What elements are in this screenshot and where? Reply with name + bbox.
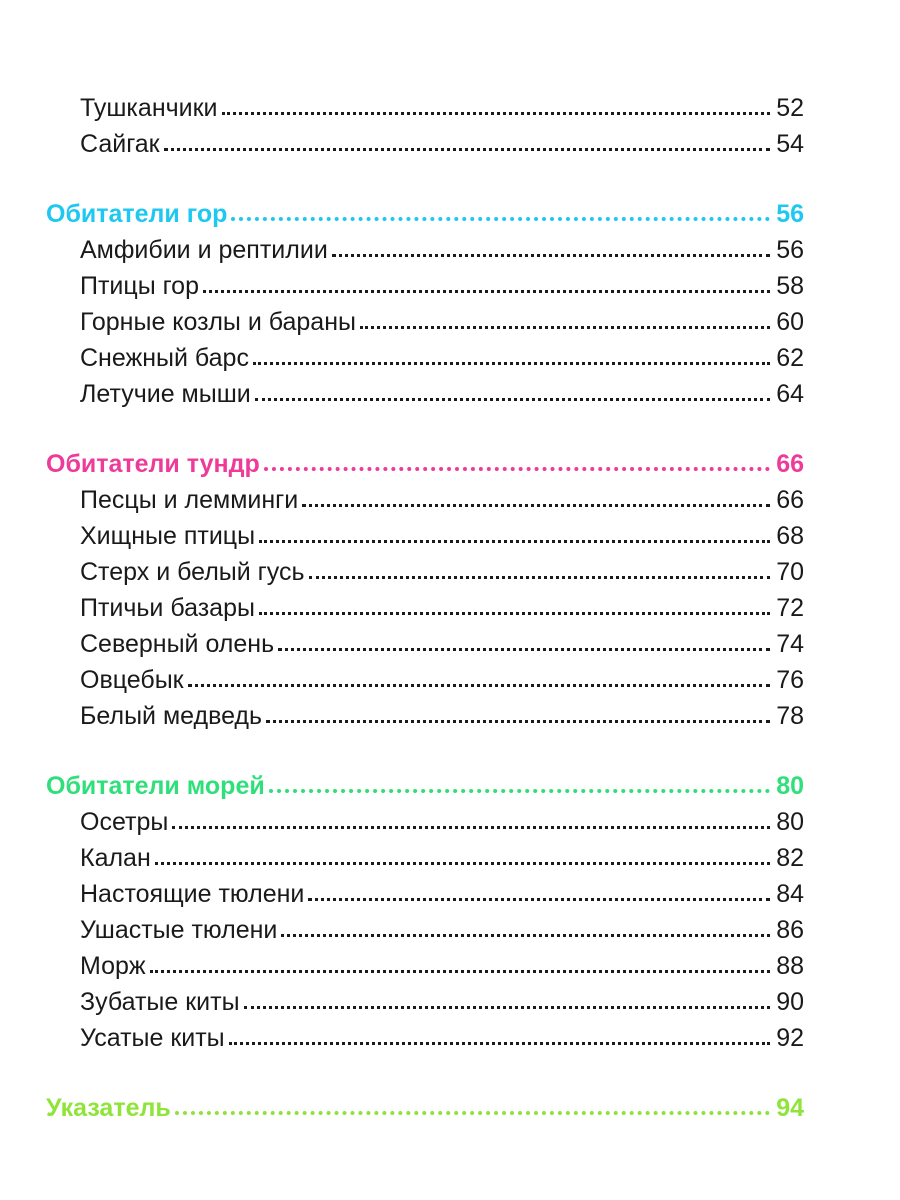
toc-section-page: 94: [776, 1094, 804, 1122]
dot-leader: [222, 112, 770, 115]
toc-entry-title: Калан: [80, 844, 151, 872]
dot-leader: [229, 1042, 770, 1045]
toc-entry-page: 92: [776, 1024, 804, 1052]
toc-section-title: Обитатели морей: [46, 772, 265, 800]
toc-section-mountains[interactable]: [46, 196, 804, 232]
toc-entry-title: Усатые киты: [80, 1024, 225, 1052]
toc-entry-title: Горные козлы и бараны: [80, 308, 356, 336]
toc-entry-title: Песцы и лемминги: [80, 486, 299, 514]
toc-entry[interactable]: [46, 232, 804, 268]
toc-section-page: 66: [776, 450, 804, 478]
dot-leader: [188, 684, 770, 687]
toc-entry-page: 62: [776, 344, 804, 372]
toc-section-page: 56: [776, 200, 804, 228]
toc-entry-page: 54: [776, 130, 804, 158]
toc-entry-page: 68: [776, 522, 804, 550]
toc-entry-page: 88: [776, 952, 804, 980]
dot-leader: [278, 648, 770, 651]
toc-section-title: Указатель: [46, 1094, 171, 1122]
toc-section-page: 80: [776, 772, 804, 800]
toc-entry[interactable]: [46, 840, 804, 876]
toc-entry-title: Тушканчики: [80, 94, 218, 122]
dot-leader: [155, 862, 770, 865]
toc-entry-title: Птицы гор: [80, 272, 199, 300]
dot-leader: [253, 362, 770, 365]
toc-section-title: Обитатели гор: [46, 200, 228, 228]
toc-entry-page: 66: [776, 486, 804, 514]
dot-leader: [332, 254, 770, 257]
toc-entry[interactable]: [46, 518, 804, 554]
toc-entry-title: Птичьи базары: [80, 594, 255, 622]
toc-entry[interactable]: [46, 698, 804, 734]
dot-leader: [360, 326, 770, 329]
toc-entry-page: 52: [776, 94, 804, 122]
dot-leader: [259, 612, 770, 615]
toc-entry-title: Осетры: [80, 808, 169, 836]
toc-entry-title: Настоящие тюлени: [80, 880, 305, 908]
toc-entry-page: 70: [776, 558, 804, 586]
toc-entry[interactable]: [46, 554, 804, 590]
toc-section-seas[interactable]: [46, 768, 804, 804]
toc-entry-title: Летучие мыши: [80, 380, 251, 408]
toc-entry[interactable]: [46, 912, 804, 948]
dot-leader: [302, 504, 770, 507]
dot-leader: [269, 789, 770, 793]
toc-entry[interactable]: [46, 304, 804, 340]
toc-entry[interactable]: [46, 984, 804, 1020]
toc-entry-page: 72: [776, 594, 804, 622]
toc-entry[interactable]: [46, 340, 804, 376]
dot-leader: [164, 148, 770, 151]
toc-entry[interactable]: [46, 1020, 804, 1056]
toc-entry-title: Снежный барс: [80, 344, 249, 372]
dot-leader: [244, 1006, 770, 1009]
toc-entry[interactable]: [46, 662, 804, 698]
toc-entry[interactable]: [46, 626, 804, 662]
toc-entry[interactable]: [46, 482, 804, 518]
toc-entry-title: Стерх и белый гусь: [80, 558, 305, 586]
toc-entry[interactable]: [46, 590, 804, 626]
dot-leader: [203, 290, 770, 293]
toc-entry[interactable]: [46, 948, 804, 984]
toc-entry-title: Сайгак: [80, 130, 160, 158]
toc-entry[interactable]: [46, 268, 804, 304]
dot-leader: [255, 398, 770, 401]
toc-entry-title: Ушастые тюлени: [80, 916, 278, 944]
toc-entry-page: 76: [776, 666, 804, 694]
toc-entry[interactable]: [46, 90, 804, 126]
toc-entry-title: Амфибии и рептилии: [80, 236, 328, 264]
dot-leader: [172, 826, 770, 829]
toc-entry-title: Хищные птицы: [80, 522, 256, 550]
toc-section-index[interactable]: [46, 1090, 804, 1126]
toc-entry[interactable]: [46, 804, 804, 840]
toc-entry-title: Овцебык: [80, 666, 184, 694]
toc-entry-title: Белый медведь: [80, 702, 263, 730]
dot-leader: [264, 467, 770, 471]
dot-leader: [266, 720, 770, 723]
toc-entry-page: 58: [776, 272, 804, 300]
toc-entry-page: 74: [776, 630, 804, 658]
toc-section-tundra[interactable]: [46, 446, 804, 482]
table-of-contents: [46, 90, 804, 1126]
dot-leader: [308, 898, 770, 901]
dot-leader: [309, 576, 770, 579]
toc-entry[interactable]: [46, 126, 804, 162]
toc-section-title: Обитатели тундр: [46, 450, 260, 478]
dot-leader: [259, 540, 770, 543]
dot-leader: [281, 934, 770, 937]
toc-entry-title: Морж: [80, 952, 146, 980]
toc-entry-page: 78: [776, 702, 804, 730]
toc-entry-page: 82: [776, 844, 804, 872]
toc-entry[interactable]: [46, 876, 804, 912]
toc-entry-page: 60: [776, 308, 804, 336]
toc-entry-page: 56: [776, 236, 804, 264]
dot-leader: [150, 970, 770, 973]
dot-leader: [231, 217, 770, 221]
toc-entry-page: 90: [776, 988, 804, 1016]
dot-leader: [175, 1111, 770, 1115]
toc-entry-title: Зубатые киты: [80, 988, 240, 1016]
toc-entry-page: 86: [776, 916, 804, 944]
toc-entry-page: 84: [776, 880, 804, 908]
toc-entry[interactable]: [46, 376, 804, 412]
toc-entry-title: Северный олень: [80, 630, 275, 658]
toc-entry-page: 80: [776, 808, 804, 836]
toc-entry-page: 64: [776, 380, 804, 408]
